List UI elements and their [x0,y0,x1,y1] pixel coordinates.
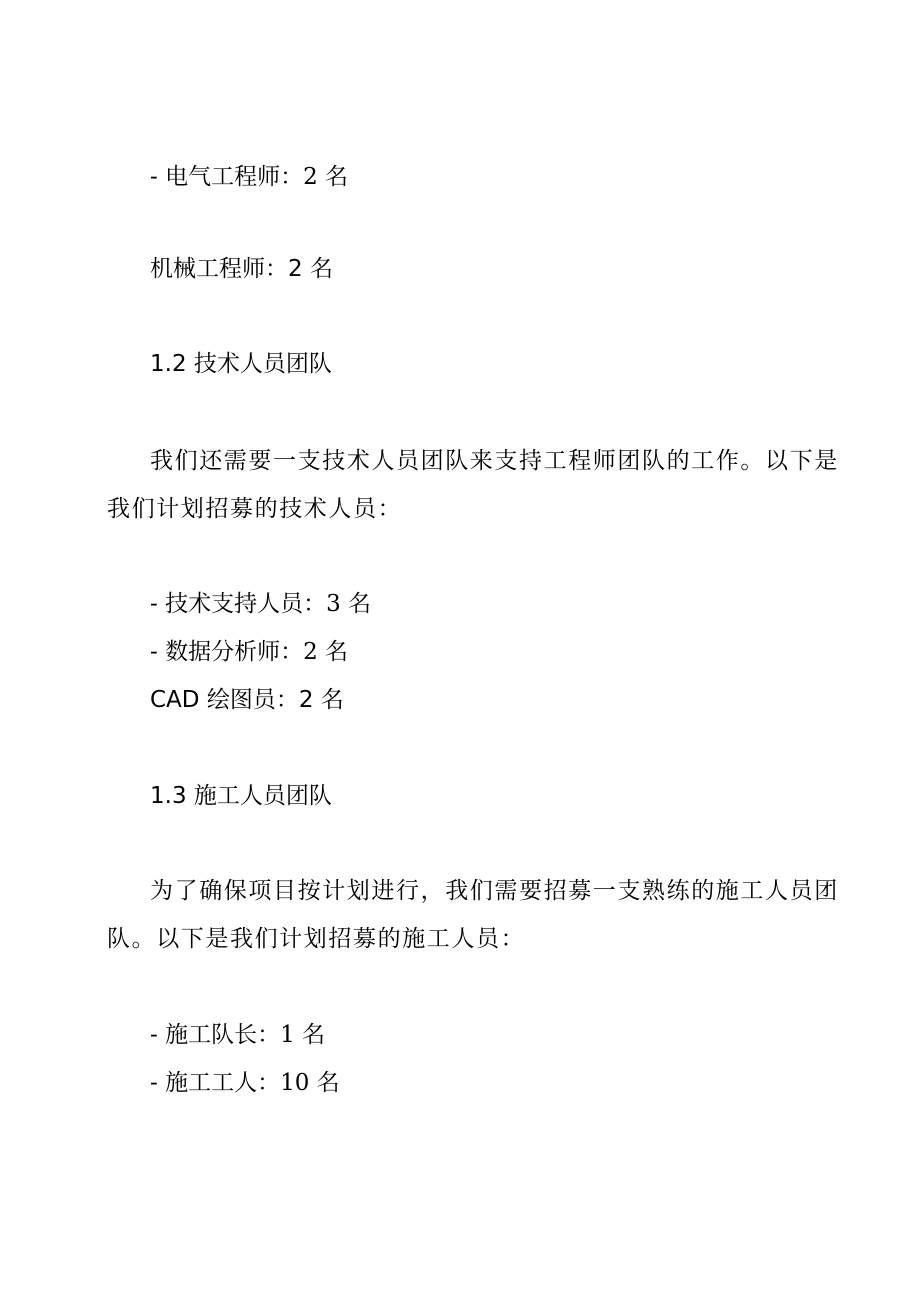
paragraph-technical-team-line-1: 我们还需要一支技术人员团队来支持工程师团队的工作。以下是 [150,448,839,474]
list-item-construction-workers: - 施工工人：10 名 [150,1070,340,1096]
paragraph-construction-team-line-2: 队。以下是我们计划招募的施工人员： [107,926,526,952]
section-heading-construction-team: 1.3 施工人员团队 [150,783,332,809]
list-item-cad-drafter: CAD 绘图员：2 名 [150,687,344,713]
list-item-tech-support: - 技术支持人员：3 名 [150,591,372,617]
list-item-construction-foreman: - 施工队长：1 名 [150,1022,326,1048]
section-heading-technical-team: 1.2 技术人员团队 [150,351,332,377]
list-item-mechanical-engineer: 机械工程师：2 名 [150,256,333,282]
list-item-electrical-engineer: - 电气工程师：2 名 [150,164,349,190]
paragraph-construction-team-line-1: 为了确保项目按计划进行，我们需要招募一支熟练的施工人员团 [150,878,839,904]
list-item-data-analyst: - 数据分析师：2 名 [150,639,349,665]
paragraph-technical-team-line-2: 我们计划招募的技术人员： [107,496,403,522]
